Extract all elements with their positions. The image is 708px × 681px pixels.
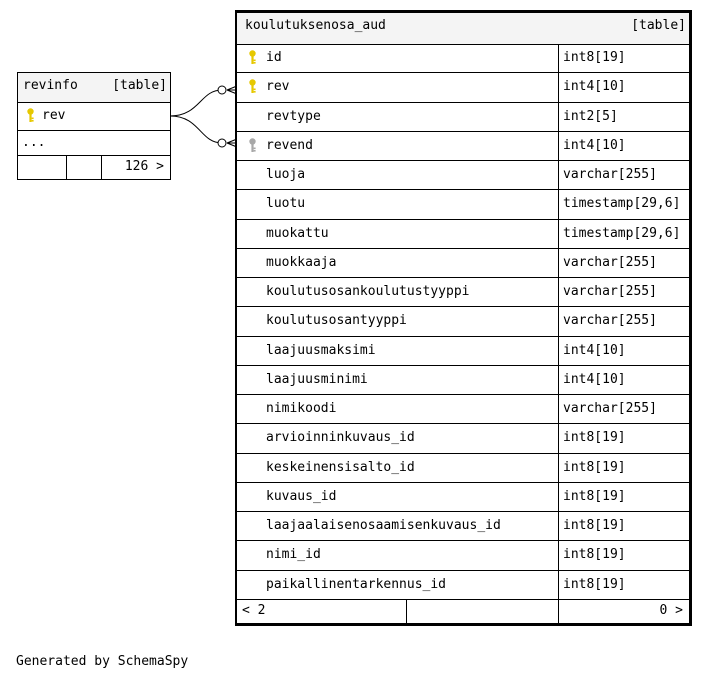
column-row[interactable] xyxy=(237,161,689,190)
column-row[interactable] xyxy=(237,190,689,219)
column-row[interactable] xyxy=(237,278,689,307)
column-name: laajuusmaksimi xyxy=(266,342,376,358)
column-divider xyxy=(558,220,559,248)
column-divider xyxy=(558,454,559,482)
table-header xyxy=(237,13,689,45)
column-row[interactable] xyxy=(237,454,689,483)
column-type: varchar[255] xyxy=(563,284,657,299)
column-divider xyxy=(558,44,559,72)
column-name: laajaalaisenosaamisenkuvaus_id xyxy=(266,518,501,533)
column-type: varchar[255] xyxy=(563,401,657,416)
column-type: int8[19] xyxy=(563,576,626,592)
column-divider xyxy=(558,161,559,189)
column-name: paikallinentarkennus_id xyxy=(266,576,447,592)
column-divider xyxy=(558,73,559,101)
column-divider xyxy=(558,307,559,335)
column-divider xyxy=(558,278,559,306)
generated-by-credit: Generated by SchemaSpy xyxy=(16,654,189,669)
table-footer xyxy=(18,156,170,180)
column-type: timestamp[29,6] xyxy=(563,225,681,241)
column-row[interactable] xyxy=(237,424,689,453)
column-name: revend xyxy=(266,137,313,153)
column-type: varchar[255] xyxy=(563,313,657,329)
column-row[interactable] xyxy=(237,337,689,366)
table-revinfo[interactable] xyxy=(17,72,171,180)
optional-marker-rev xyxy=(218,86,226,94)
column-row[interactable] xyxy=(237,73,689,102)
column-row[interactable] xyxy=(237,483,689,512)
column-type: int8[19] xyxy=(563,459,626,475)
column-divider xyxy=(558,483,559,511)
column-name: laajuusminimi xyxy=(266,371,368,387)
column-type: int8[19] xyxy=(563,50,626,65)
column-type: timestamp[29,6] xyxy=(563,196,681,212)
more-columns-row[interactable] xyxy=(18,131,170,156)
key-icon xyxy=(248,50,257,65)
footer-divider xyxy=(406,600,407,624)
table-type-label: [table] xyxy=(112,78,167,93)
column-row[interactable] xyxy=(237,220,689,249)
table-header xyxy=(18,73,170,103)
column-divider xyxy=(558,249,559,277)
column-name: rev xyxy=(42,108,66,123)
column-name: id xyxy=(266,50,282,65)
relation-rev xyxy=(170,90,222,116)
column-type: int4[10] xyxy=(563,371,626,387)
column-type: int8[19] xyxy=(563,547,626,563)
column-divider xyxy=(558,337,559,365)
column-type: int8[19] xyxy=(563,488,626,504)
column-name: luotu xyxy=(266,196,306,212)
column-divider xyxy=(558,190,559,218)
column-row[interactable] xyxy=(237,571,689,600)
footer-divider xyxy=(101,156,102,180)
column-divider xyxy=(558,132,559,160)
table-name: revinfo xyxy=(23,78,78,93)
column-divider xyxy=(558,366,559,394)
footer-divider xyxy=(66,156,67,180)
column-divider xyxy=(558,424,559,452)
column-divider xyxy=(558,512,559,540)
column-divider xyxy=(558,571,559,599)
column-type: int4[10] xyxy=(563,342,626,358)
key-icon xyxy=(26,108,35,123)
column-type: int4[10] xyxy=(563,79,626,95)
column-row[interactable] xyxy=(237,132,689,161)
column-row[interactable] xyxy=(237,44,689,73)
column-name: rev xyxy=(266,79,290,95)
column-type: int8[19] xyxy=(563,518,626,533)
table-type-label: [table] xyxy=(631,18,686,33)
column-row[interactable] xyxy=(237,249,689,278)
column-type: int2[5] xyxy=(563,108,618,124)
column-row[interactable] xyxy=(237,366,689,395)
column-name: nimikoodi xyxy=(266,401,337,416)
table-footer xyxy=(237,600,689,624)
column-name: muokattu xyxy=(266,225,329,241)
column-name: koulutusosantyyppi xyxy=(266,313,407,329)
relation-revend xyxy=(170,116,222,143)
footer-divider xyxy=(558,600,559,624)
column-row[interactable] xyxy=(237,541,689,570)
column-type: varchar[255] xyxy=(563,167,657,182)
children-count[interactable]: 126 > xyxy=(124,159,164,174)
table-name: koulutuksenosa_aud xyxy=(245,18,386,33)
column-row[interactable] xyxy=(237,395,689,424)
column-type: varchar[255] xyxy=(563,254,657,270)
column-name: koulutusosankoulutustyyppi xyxy=(266,284,470,299)
column-name: arvioinninkuvaus_id xyxy=(266,430,415,446)
more-indicator: ... xyxy=(22,135,46,150)
optional-marker-revend xyxy=(218,139,226,147)
column-name: nimi_id xyxy=(266,547,321,563)
column-divider xyxy=(558,541,559,569)
key-icon-gray xyxy=(248,138,257,153)
column-row-rev[interactable] xyxy=(18,102,170,131)
column-name: revtype xyxy=(266,108,321,124)
column-name: kuvaus_id xyxy=(266,488,337,504)
column-name: muokkaaja xyxy=(266,254,337,270)
key-icon xyxy=(248,79,257,94)
column-row[interactable] xyxy=(237,307,689,336)
parents-count[interactable]: < 2 xyxy=(242,602,266,618)
column-row[interactable] xyxy=(237,103,689,132)
children-count[interactable]: 0 > xyxy=(659,602,683,618)
column-divider xyxy=(558,103,559,131)
table-koulutuksenosa-aud[interactable] xyxy=(235,10,692,626)
column-row[interactable] xyxy=(237,512,689,541)
column-type: int8[19] xyxy=(563,430,626,446)
column-type: int4[10] xyxy=(563,137,626,153)
column-divider xyxy=(558,395,559,423)
column-name: luoja xyxy=(266,167,306,182)
column-name: keskeinensisalto_id xyxy=(266,459,415,475)
